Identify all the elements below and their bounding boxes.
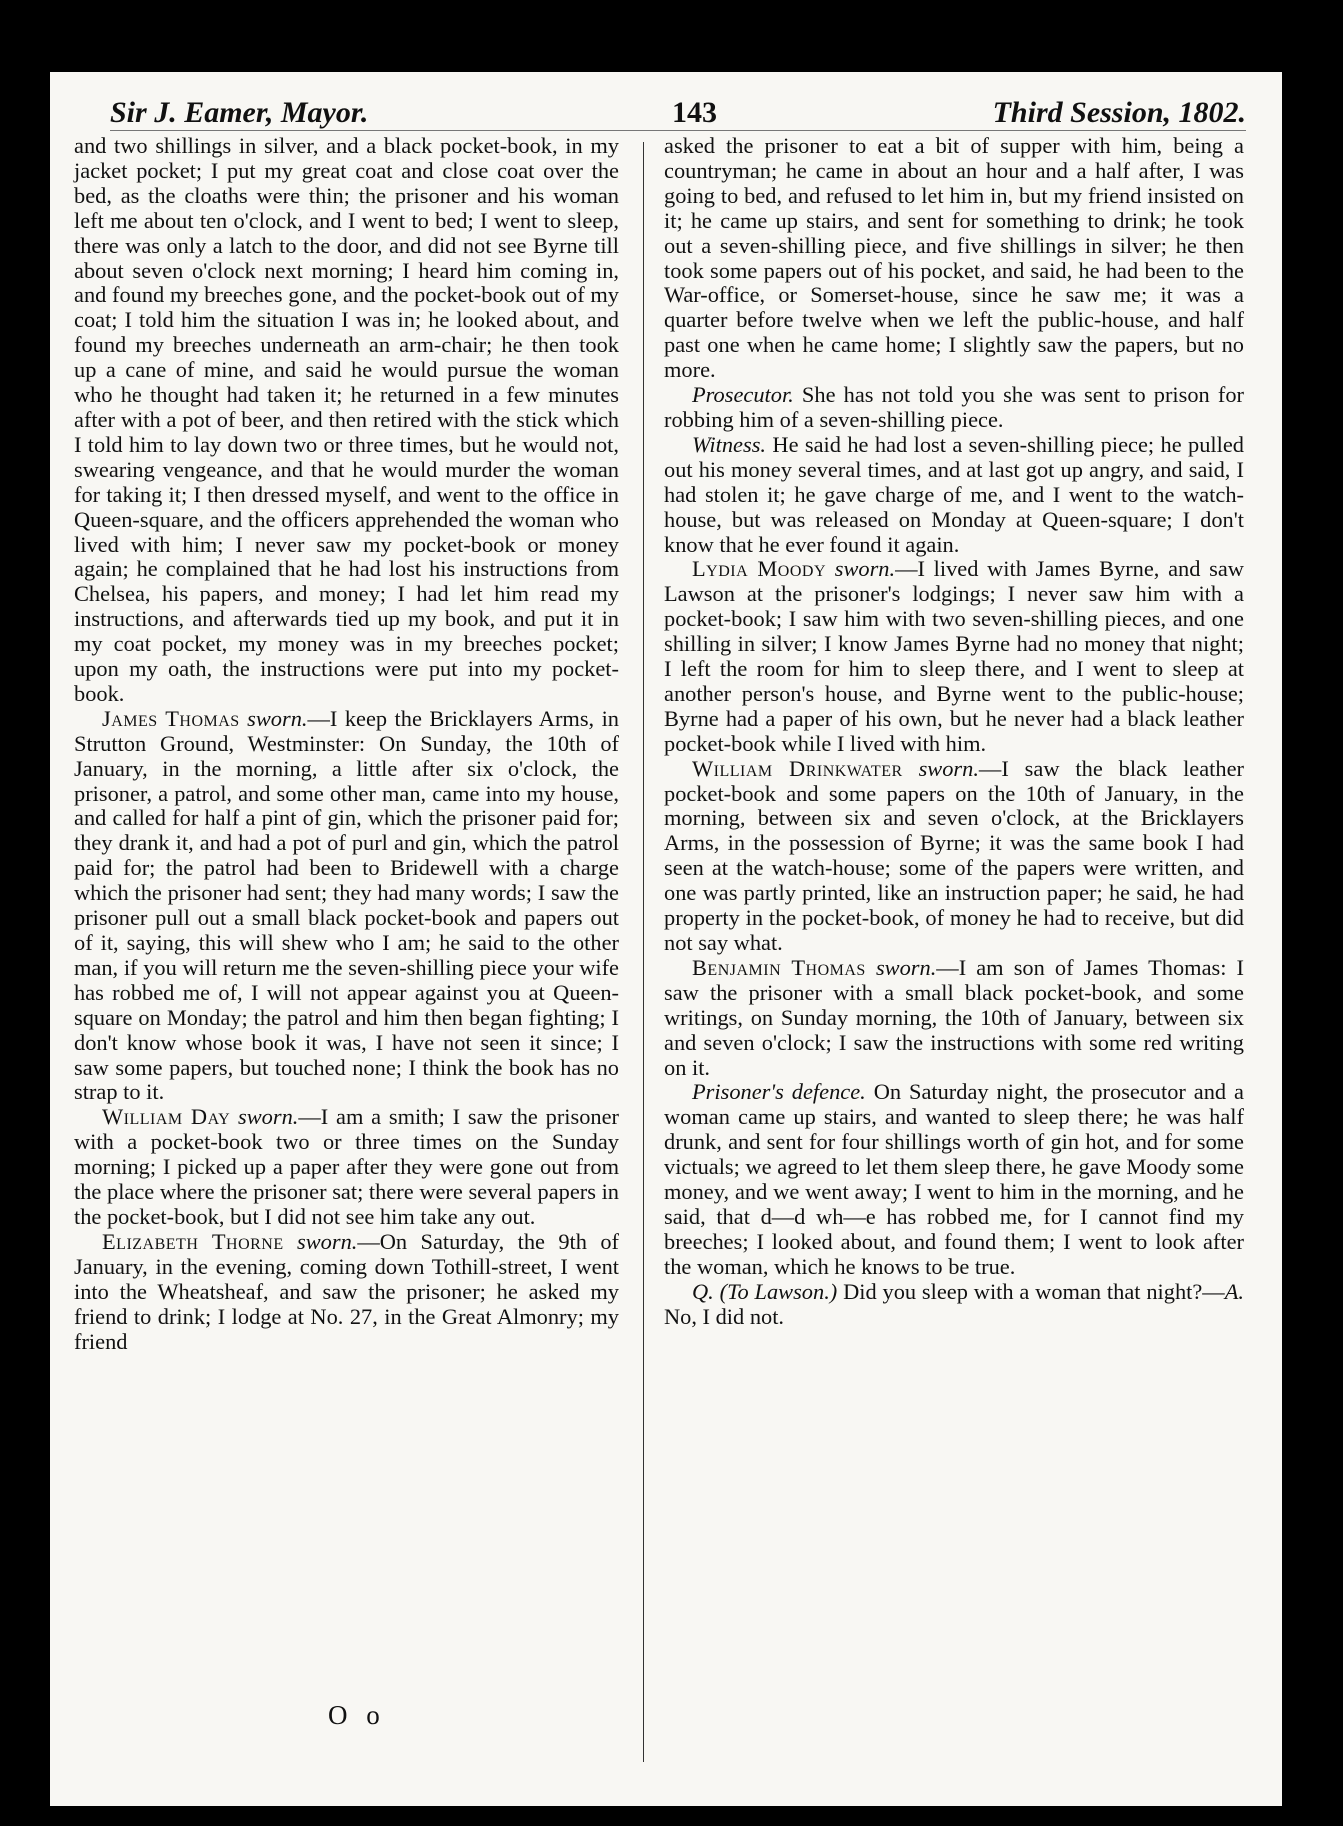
question-text: Did you sleep with a woman that night?— xyxy=(837,1278,1225,1304)
sworn-label: sworn. xyxy=(834,556,896,582)
sworn-label: sworn. xyxy=(247,705,308,731)
answer-text: No, I did not. xyxy=(664,1303,785,1329)
testimony-paragraph: and two shillings in silver, and a black pocket-book, in my jacket pocket; I put my great coat and close coat over the bed, as the cloaths were thin; the prisoner and his woman left me about ten o'clock, and I went to bed; I went to sleep, there was only a latch to the door, and did not see Byrne till about seven o'clock next morning; I heard him coming in, and found my breeches gone, and the pocket-book out of my coat; I told him the situation I was in; he looked about, and found my breeches underneath an arm-chair; he then took up a cane of mine, and said he would pursue the woman who he thought had taken it; he returned in a few minutes after with a pot of beer, and then retired with the stick which I told him to lay down two or three times, but he would not, swearing vengeance, and that he would murder the woman for taking it; I then dressed myself, and went to the office in Queen-square, and the officers apprehended the woman who lived with him; I never saw my pocket-book or money again; he complained that he had lost his instructions from Chelsea, his papers, and money; I had let him read my instructions, and afterwards tied up my book, and put it in my coat pocket, my money was in my breeches pocket; upon my oath, the instructions were put into my pocket-book. xyxy=(74,133,619,706)
speaker-label: Prisoner's defence. xyxy=(692,1079,866,1105)
testimony-text: —I saw the black leather pocket-book and some papers on the 10th of January, in the morning, between six and seven o'clock, at the Bricklayers Arms, in the possession of Byrne; it was the same book I had seen at the watch-house; some of the papers were written, and one was partly printed, like an instruction paper; he said, he had property in the pocket-book, of money he had to receive, but did not say what. xyxy=(664,755,1244,955)
header-session: Third Session, 1802. xyxy=(992,96,1246,129)
sworn-label: sworn. xyxy=(918,755,979,781)
witness-name: William Day xyxy=(102,1104,231,1130)
testimony-paragraph: asked the prisoner to eat a bit of supper with him, being a countryman; he came in about an hour and a half after, I was going to bed, and refused to let him in, but my friend insisted on it; he came up stairs, and sent for something to drink; he took out a seven-shilling piece, and five shillings in silver; he then took some papers out of his pocket, and said, he had been to the War-office, or Somerset-house, since he saw me; it was a quarter before twelve when we left the public-house, and half past one when he came home; I slightly saw the papers, but no more. xyxy=(664,133,1244,383)
printed-page xyxy=(50,72,1282,1806)
witness-name: James Thomas xyxy=(102,705,240,731)
testimony-text: —I lived with James Byrne, and saw Lawson at the prisoner's lodgings; I never saw him with a pocket-book; I saw him with two seven-shilling pieces, and one shilling in silver; I know James Byrne had no money that night; I left the room for him to sleep there, and I went to sleep at another person's house, and Byrne went to the public-house; Byrne had a paper of his own, but he never had a black leather pocket-book while I lived with him. xyxy=(664,556,1244,756)
speaker-label: Witness. xyxy=(692,431,767,457)
printer-signature-mark: O o xyxy=(328,1700,386,1730)
testimony-paragraph xyxy=(664,557,1244,756)
column-divider xyxy=(643,142,644,1762)
testimony-text: —I am son of James Thomas: I saw the prisoner with a small black pocket-book, and some writings, on Sunday morning, the 10th of January, between six and seven o'clock; I saw the instructions with some red writing on it. xyxy=(664,954,1245,1080)
testimony-paragraph xyxy=(74,1105,619,1230)
testimony-paragraph xyxy=(664,383,1244,433)
question-note: (To Lawson.) xyxy=(719,1278,838,1304)
right-column xyxy=(664,134,1244,1330)
testimony-text: She has not told you she was sent to prison for robbing him of a seven-shilling piece. xyxy=(664,382,1244,432)
sworn-label: sworn. xyxy=(238,1104,299,1130)
witness-name: William Drinkwater xyxy=(692,755,903,781)
testimony-paragraph xyxy=(664,433,1244,558)
testimony-paragraph xyxy=(664,757,1244,956)
testimony-text: On Saturday night, the prosecutor and a woman came up stairs, and wanted to sleep there; he was half drunk, and sent for four shillings worth of gin hot, and for some victuals; we agreed to let them sleep there, he gave Moody some money, and we went away; I went to him in the morning, and he said, that d—d wh—e has robbed me, for I cannot find my breeches; I looked about, and found them; I went to look after the woman, which he knows to be true. xyxy=(664,1079,1244,1279)
testimony-text: He said he had lost a seven-shilling piece; he pulled out his money several times, and at last got up angry, and said, I had stolen it; he gave charge of me, and I went to the watch-house, but was released on Monday at Queen-square; I don't know that he ever found it again. xyxy=(664,431,1244,557)
testimony-paragraph xyxy=(74,707,619,1106)
sworn-label: sworn. xyxy=(875,954,937,980)
witness-name: Elizabeth Thorne xyxy=(102,1228,284,1254)
witness-name: Lydia Moody xyxy=(692,556,827,582)
testimony-paragraph xyxy=(74,1230,619,1355)
page-number: 143 xyxy=(672,96,717,129)
header-rule xyxy=(110,130,1246,131)
answer-label: A. xyxy=(1224,1278,1244,1304)
left-column xyxy=(74,134,619,1354)
witness-name: Benjamin Thomas xyxy=(692,954,866,980)
question-answer xyxy=(664,1280,1244,1330)
testimony-text: —I keep the Bricklayers Arms, in Strutton Ground, Westminster: On Sunday, the 10th of January, in the morning, a little after six o'clock, the prisoner, a patrol, and some other man, came into my house, and called for half a pint of gin, which the prisoner paid for; they drank it, and had a pot of purl and gin, which the patrol paid for; the patrol had been to Bridewell with a charge which the prisoner had sent; they had many words; I saw the prisoner pull out a small black pocket-book and papers out of it, saying, this will shew who I am; he said to the other man, if you will return me the seven-shilling piece your wife has robbed me of, I will not appear against you at Queen-square on Monday; the patrol and him then began fighting; I don't know whose book it was, I have not seen it since; I saw some papers, but touched none; I think the book has no strap to it. xyxy=(74,705,619,1105)
testimony-text: —I am a smith; I saw the prisoner with a pocket-book two or three times on the Sunday morning; I picked up a paper after they were gone out from the place where the prisoner sat; there were several papers in the pocket-book, but I did not see him take any out. xyxy=(74,1104,619,1229)
testimony-paragraph xyxy=(664,956,1244,1081)
sworn-label: sworn. xyxy=(297,1228,358,1254)
testimony-paragraph xyxy=(664,1080,1244,1279)
question-label: Q. xyxy=(692,1278,714,1304)
testimony-text: —On Saturday, the 9th of January, in the evening, coming down Tothill-street, I went into the Wheatsheaf, and saw the prisoner; he asked my friend to drink; I lodge at No. 27, in the Great Almonry; my friend xyxy=(74,1228,619,1354)
header-mayor: Sir J. Eamer, Mayor. xyxy=(110,96,369,129)
speaker-label: Prosecutor. xyxy=(692,382,794,408)
